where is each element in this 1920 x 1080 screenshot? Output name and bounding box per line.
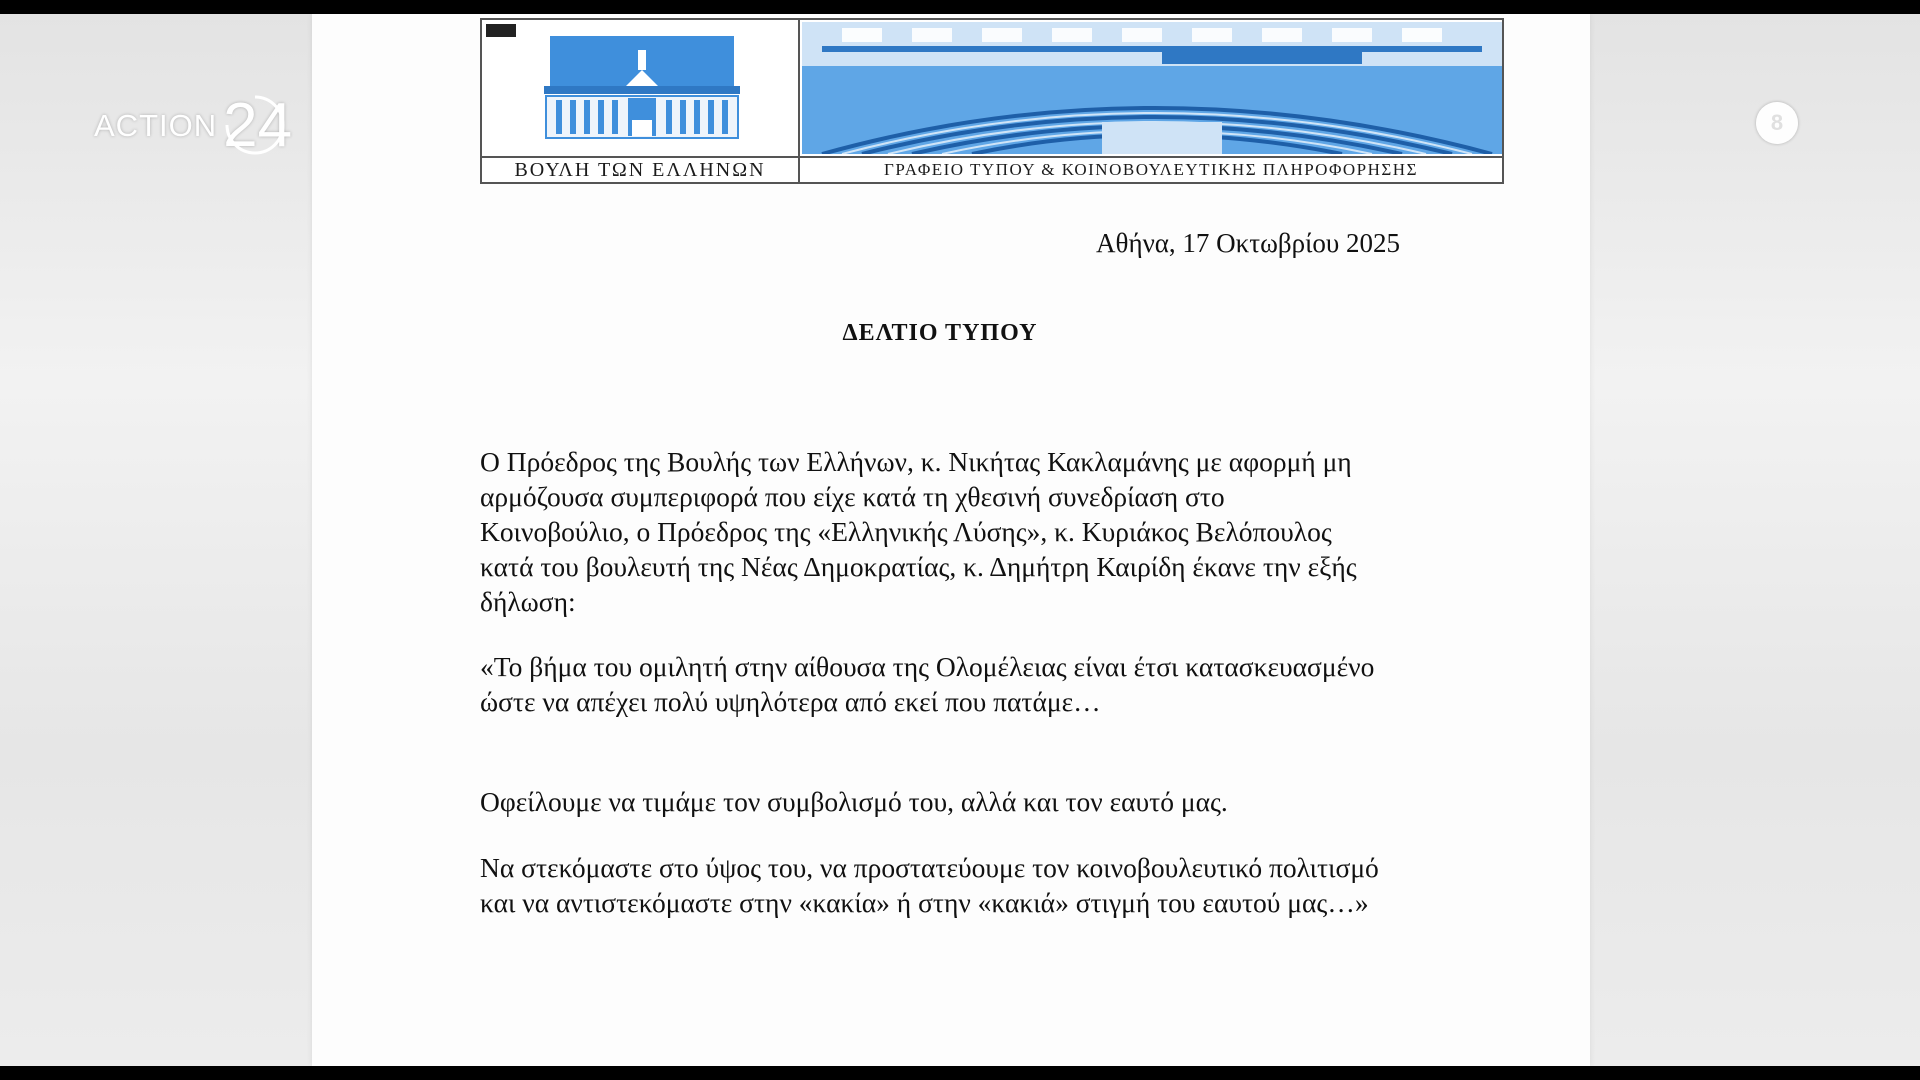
letterhead-mark (486, 24, 516, 37)
press-office-caption: ΓΡΑΦΕΙΟ ΤΥΠΟΥ & ΚΟΙΝΟΒΟΥΛΕΥΤΙΚΗΣ ΠΛΗΡΟΦΟΡΗΣΗΣ (800, 156, 1502, 182)
video-frame (0, 14, 1920, 1066)
age-rating-badge (1756, 102, 1798, 144)
channel-logo-number-text: 24 (223, 91, 293, 160)
body-paragraph: «Το βήμα του ομιλητή στην αίθουσα της Ολομέλειας είναι έτσι κατασκευασμένο ώστε να απέχει πολύ υψηλότερα από εκεί που πατάμε… (480, 651, 1375, 717)
body-paragraph: Ο Πρόεδρος της Βουλής των Ελλήνων, κ. Νικήτας Κακλαμάνης με αφορμή μη αρμόζουσα συμπεριφορά που είχε κατά τη χθεσινή συνεδρίαση στο Κοινοβούλιο, ο Πρόεδρος της «Ελληνικής Λύσης», κ. Κυριάκος Βελόπουλος κατά του βουλευτή της Νέας Δημοκρατίας, κ. Δημήτρη Καιρίδη έκανε την εξής δήλωση: (480, 446, 1357, 617)
letterhead-right-panel (800, 20, 1502, 182)
letterhead (480, 18, 1504, 184)
document-title: ΔΕΛΤΙΟ ΤΥΠΟΥ (842, 320, 1038, 346)
channel-logo-number (223, 91, 293, 160)
parliament-name-caption: ΒΟΥΛΗ ΤΩΝ ΕΛΛΗΝΩΝ (482, 156, 798, 182)
body-paragraph: Οφείλουμε να τιμάμε τον συμβολισμό του, αλλά και τον εαυτό μας. (480, 786, 1228, 817)
parliament-chamber-photo (802, 22, 1502, 154)
age-rating-text: 8 (1770, 110, 1784, 135)
parliament-building-icon (542, 34, 742, 144)
logo-ring-icon (215, 85, 295, 165)
channel-logo (94, 78, 304, 174)
document-date: Αθήνα, 17 Οκτωβρίου 2025 (1096, 228, 1400, 258)
letterhead-left-panel (482, 20, 800, 182)
body-paragraph: Να στεκόμαστε στο ύψος του, να προστατεύουμε τον κοινοβουλευτικό πολιτισμό και να αντιστεκόμαστε στην «κακία» ή στην «κακιά» στιγμή του εαυτού μας…» (480, 852, 1379, 918)
channel-logo-word: ACTION (94, 108, 218, 143)
